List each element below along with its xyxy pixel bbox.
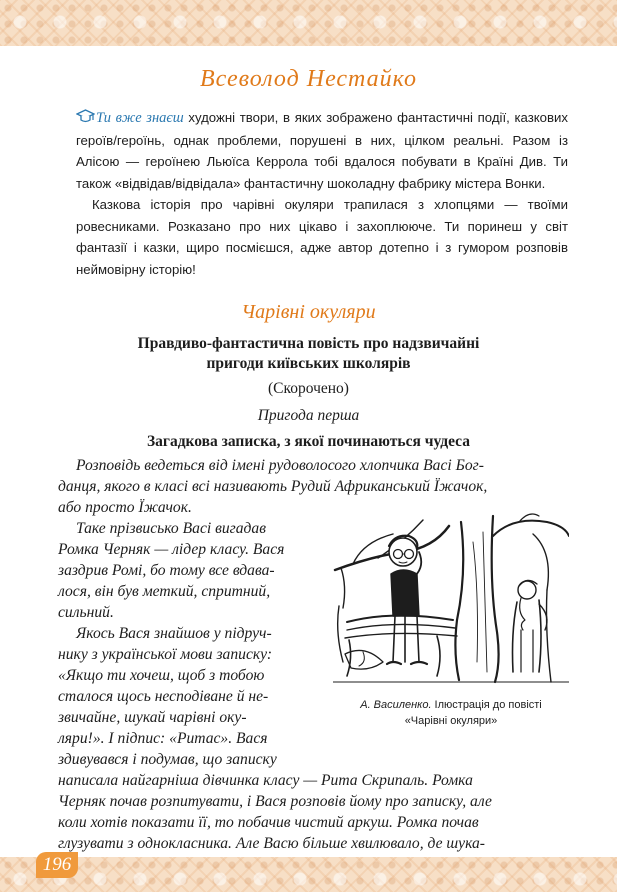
story-line: здивувався і подумав, що записку [58, 751, 277, 768]
story-subtitle-line: Правдиво-фантастична повість про надзвичайні [137, 335, 480, 352]
caption-text: Ілюстрація до повісті [431, 699, 542, 711]
story-subtitle-line: пригоди київських школярів [206, 355, 411, 372]
story-line: заздрив Ромі, бо тому все вдава- [58, 562, 275, 579]
page-number: 196 [36, 852, 78, 878]
story-line: нику з української мови записку: [58, 646, 273, 663]
illustration [333, 512, 569, 688]
story-subtitle [0, 334, 617, 374]
illustration-caption [333, 697, 569, 729]
story-line: звичайне, шукай чарівні оку- [58, 709, 247, 726]
author-heading: Всеволод Нестайко [200, 66, 417, 92]
story-line: сильний. [58, 604, 114, 621]
story-line: коли хотів показати її, то побачив чистий аркуш. Ромка почав [58, 814, 479, 831]
bottom-ornament-band [0, 857, 617, 892]
intro-paragraph-2: Казкова історія про чарівні окуляри трапилася з хлопцями — твоїми ровесниками. Розказано про них цікаво і захоплююче. Ти поринеш у світ фантазії і казки, щиро посмієшся, адже автор дотепно і з гумором розповів неймовірну історію! [76, 197, 568, 277]
adventure-heading: Пригода перша [257, 407, 360, 424]
story-line: данця, якого в класі всі називають Рудий Африканський Їжачок, [58, 478, 488, 495]
story-line: написала найгарніша дівчинка класу — Рита Скрипаль. Ромка [58, 772, 473, 789]
intro-paragraph-1 [76, 107, 568, 194]
story-line: Ромка Черняк — лідер класу. Вася [58, 541, 285, 558]
story-line: глузувати з однокласника. Але Васю більше хвилювало, де шука- [58, 835, 485, 852]
story-line: лося, він був меткий, спритний, [58, 583, 271, 600]
story-line: ляри!». І підпис: «Ритас». Вася [58, 730, 268, 747]
story-line: Розповідь ведеться від імені рудоволосого хлопчика Васі Бог- [76, 457, 484, 474]
story-line: або просто Їжачок. [58, 499, 192, 516]
caption-author: А. Василенко. [360, 699, 432, 711]
you-know-label: Ти вже знаєш [96, 110, 184, 126]
top-ornament-band [0, 0, 617, 46]
story-line: Черняк почав розпитувати, і Вася розповів йому про записку, але [58, 793, 492, 810]
intro-paragraph-1-text: художні твори, в яких зображено фантастичні події, казкових героїв/героїнь, однак проблеми, порушені в них, цілком реальні. Разом із Алісою — героїнею Льюїса Керрола тобі вдалося побувати в Країні Див. Ти також «відвідав/відвідала» фантастичну шоколадну фабрику містера Вонки. [76, 110, 568, 191]
story-title: Чарівні окуляри [241, 301, 376, 323]
chapter-heading: Загадкова записка, з якої починаються чудеса [147, 433, 470, 450]
story-line: сталося щось несподіване й не- [58, 688, 269, 705]
caption-title: «Чарівні окуляри» [404, 715, 498, 727]
intro-block [76, 107, 568, 280]
story-line: «Якщо ти хочеш, щоб з тобою [58, 667, 265, 684]
illustration-drawing [333, 512, 569, 688]
abridged-note: (Скорочено) [268, 380, 349, 397]
story-line: Таке прізвисько Васі вигадав [76, 520, 266, 537]
graduation-cap-icon [76, 108, 95, 125]
story-line: Якось Вася знайшов у підруч- [76, 625, 272, 642]
